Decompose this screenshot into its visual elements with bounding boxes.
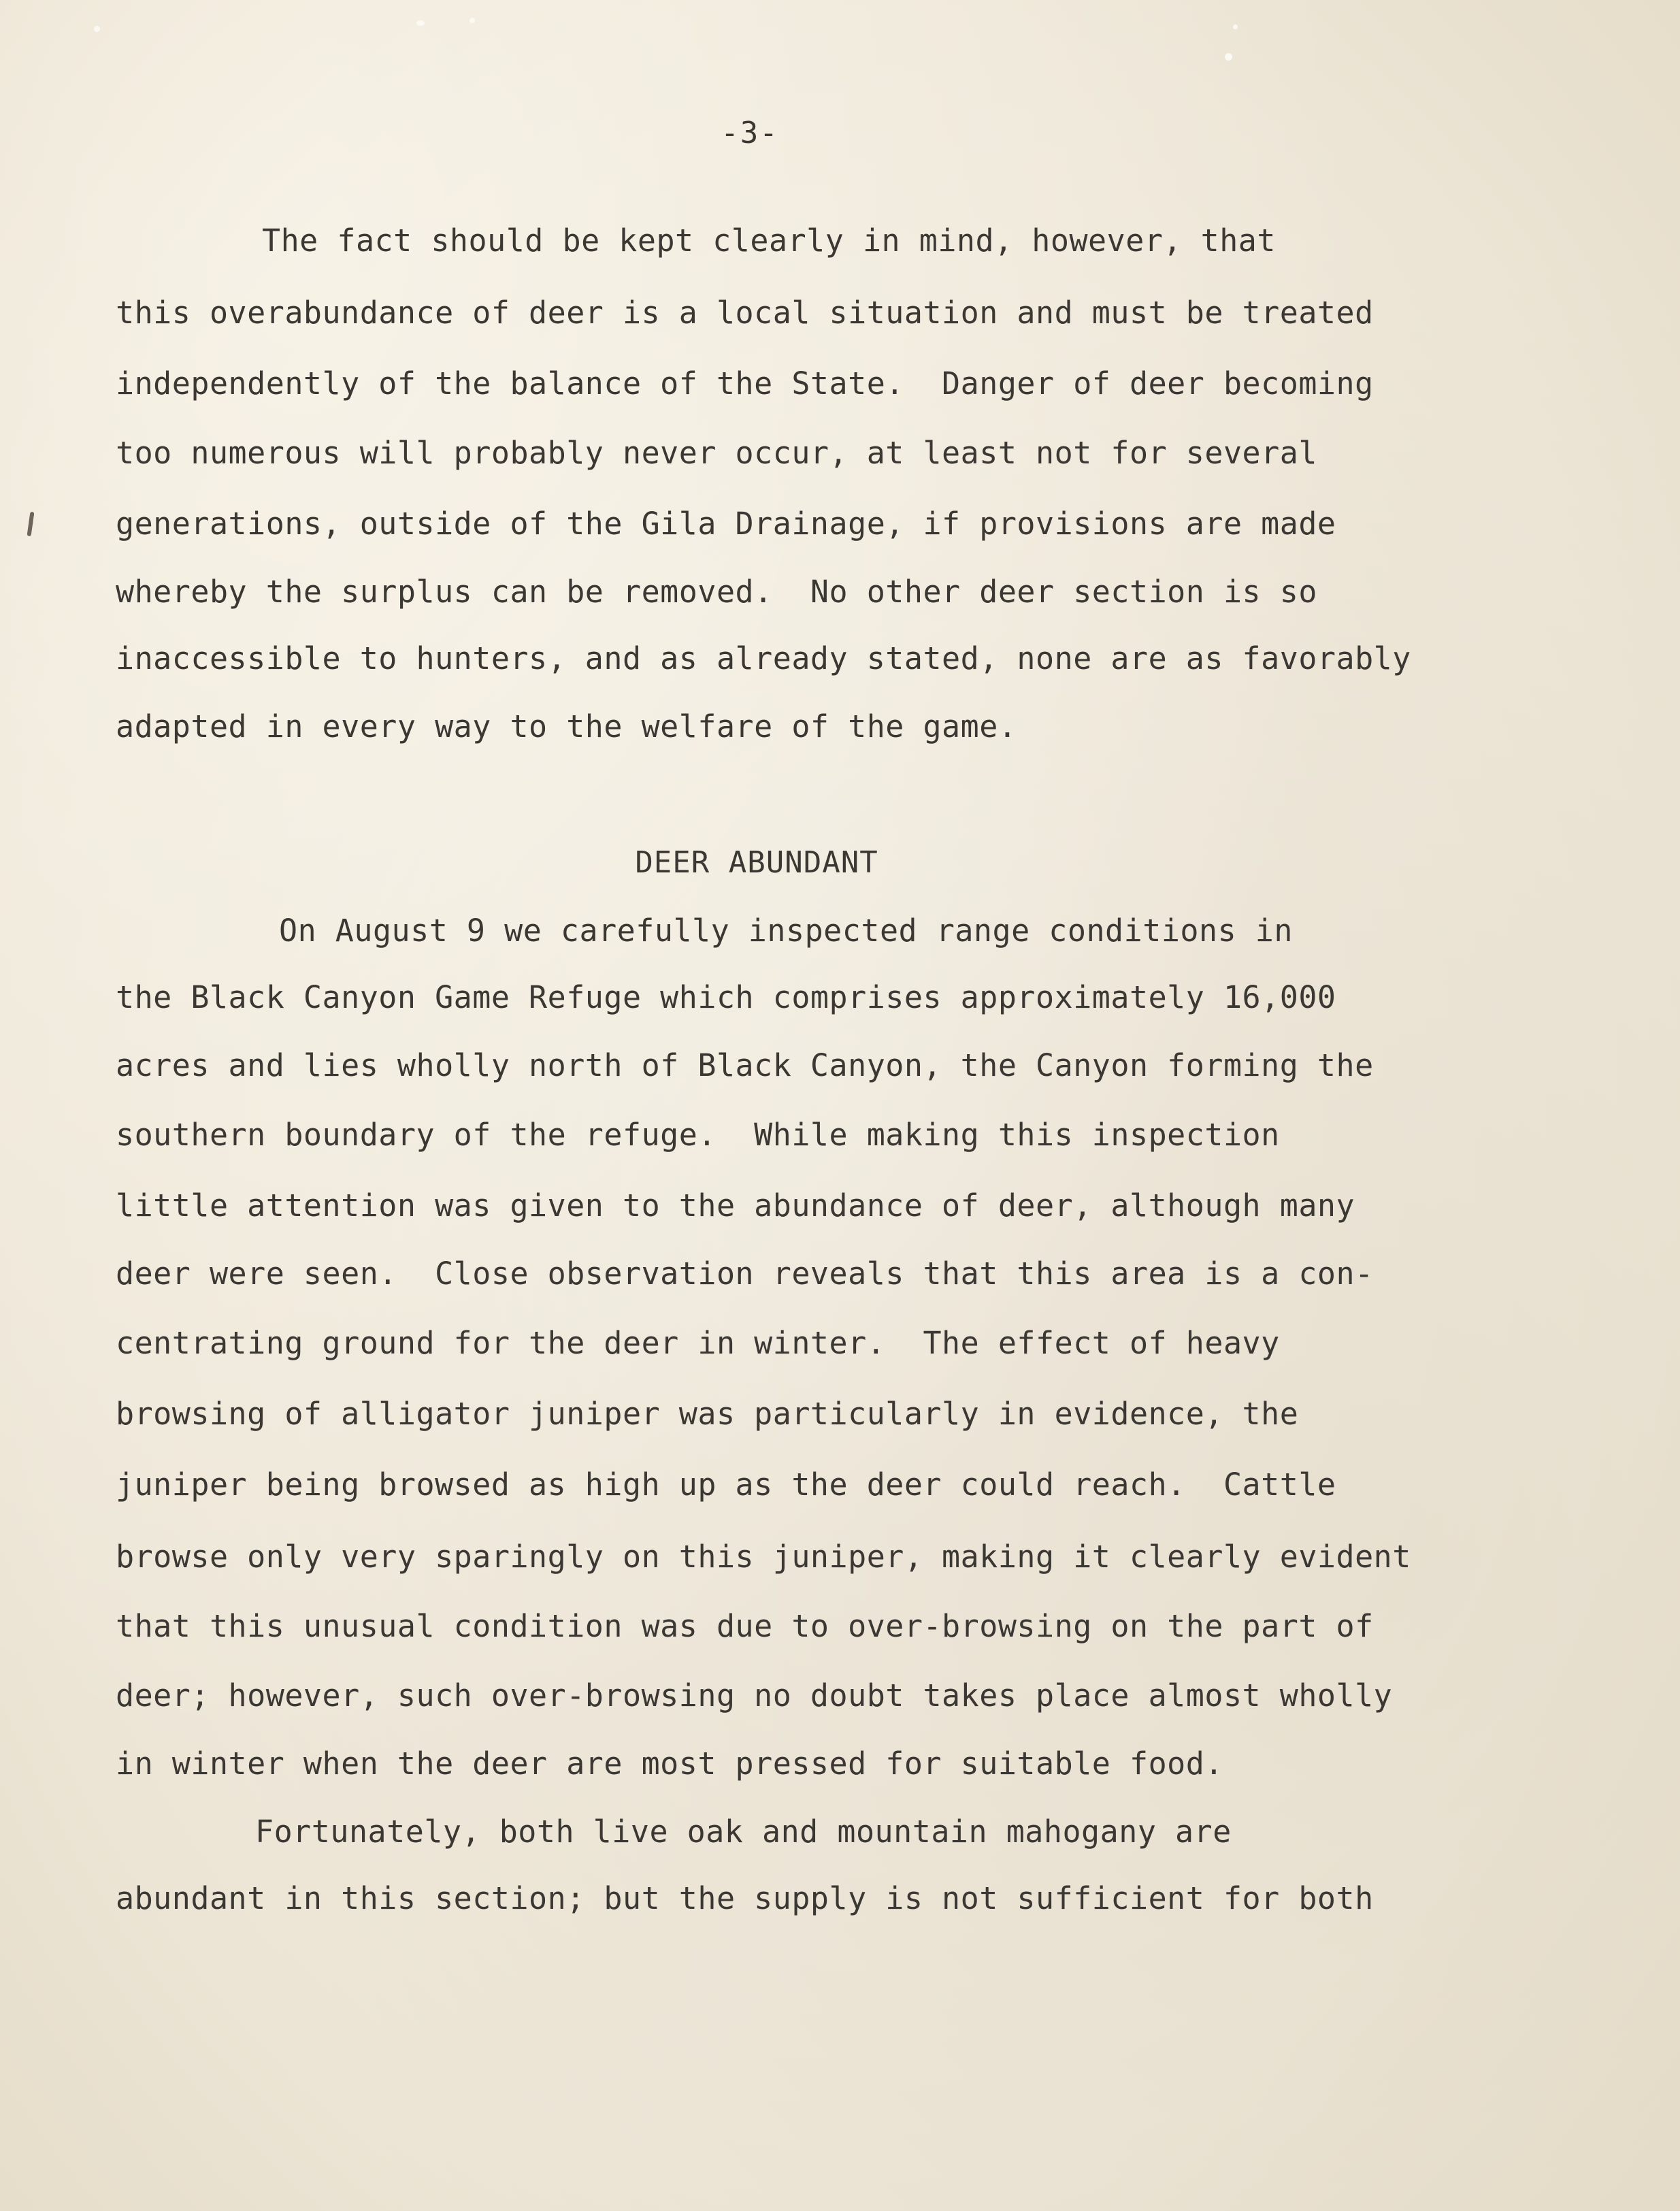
paragraph-1-line-4: too numerous will probably never occur, at least not for several <box>116 435 1317 471</box>
paragraph-2-line-3: acres and lies wholly north of Black Canyon, the Canyon forming the <box>116 1047 1374 1083</box>
paper-speck <box>416 20 425 26</box>
paper-speck <box>1233 24 1238 29</box>
paragraph-1-line-2: this overabundance of deer is a local situation and must be treated <box>116 295 1374 331</box>
paragraph-1-line-5: generations, outside of the Gila Drainage, if provisions are made <box>116 506 1336 542</box>
paragraph-2-line-11: that this unusual condition was due to over-browsing on the part of <box>116 1608 1374 1644</box>
paper-speck <box>1225 53 1232 61</box>
paragraph-3-line-1: Fortunately, both live oak and mountain mahogany are <box>255 1814 1232 1850</box>
paragraph-1-line-6: whereby the surplus can be removed. No other deer section is so <box>116 574 1317 610</box>
paragraph-2-line-6: deer were seen. Close observation reveals that this area is a con- <box>116 1256 1374 1292</box>
page-number: -3- <box>721 116 779 150</box>
paragraph-2-line-8: browsing of alligator juniper was particularly in evidence, the <box>116 1396 1299 1432</box>
paragraph-1-line-7: inaccessible to hunters, and as already stated, none are as favorably <box>116 640 1411 676</box>
paragraph-1-line-3: independently of the balance of the State. Danger of deer becoming <box>116 365 1374 402</box>
paragraph-2-line-9: juniper being browsed as high up as the deer could reach. Cattle <box>116 1467 1336 1503</box>
paragraph-2-line-5: little attention was given to the abundance of deer, although many <box>116 1188 1355 1224</box>
margin-mark <box>27 512 35 536</box>
paragraph-2-line-1: On August 9 we carefully inspected range conditions in <box>279 913 1293 949</box>
paragraph-2-line-2: the Black Canyon Game Refuge which comprises approximately 16,000 <box>116 979 1336 1015</box>
paragraph-1-line-8: adapted in every way to the welfare of the game. <box>116 708 1017 744</box>
paragraph-1-line-1: The fact should be kept clearly in mind, however, that <box>262 223 1276 259</box>
section-heading: DEER ABUNDANT <box>635 845 878 880</box>
paragraph-3-line-2: abundant in this section; but the supply is not sufficient for both <box>116 1880 1374 1916</box>
paragraph-2-line-4: southern boundary of the refuge. While making this inspection <box>116 1117 1280 1153</box>
paragraph-2-line-7: centrating ground for the deer in winter. The effect of heavy <box>116 1325 1280 1361</box>
paper-speck <box>470 18 475 23</box>
paragraph-2-line-13: in winter when the deer are most pressed for suitable food. <box>116 1746 1223 1782</box>
paragraph-2-line-10: browse only very sparingly on this juniper, making it clearly evident <box>116 1539 1411 1575</box>
paper-speck <box>94 26 100 32</box>
paragraph-2-line-12: deer; however, such over-browsing no doubt takes place almost wholly <box>116 1677 1393 1714</box>
